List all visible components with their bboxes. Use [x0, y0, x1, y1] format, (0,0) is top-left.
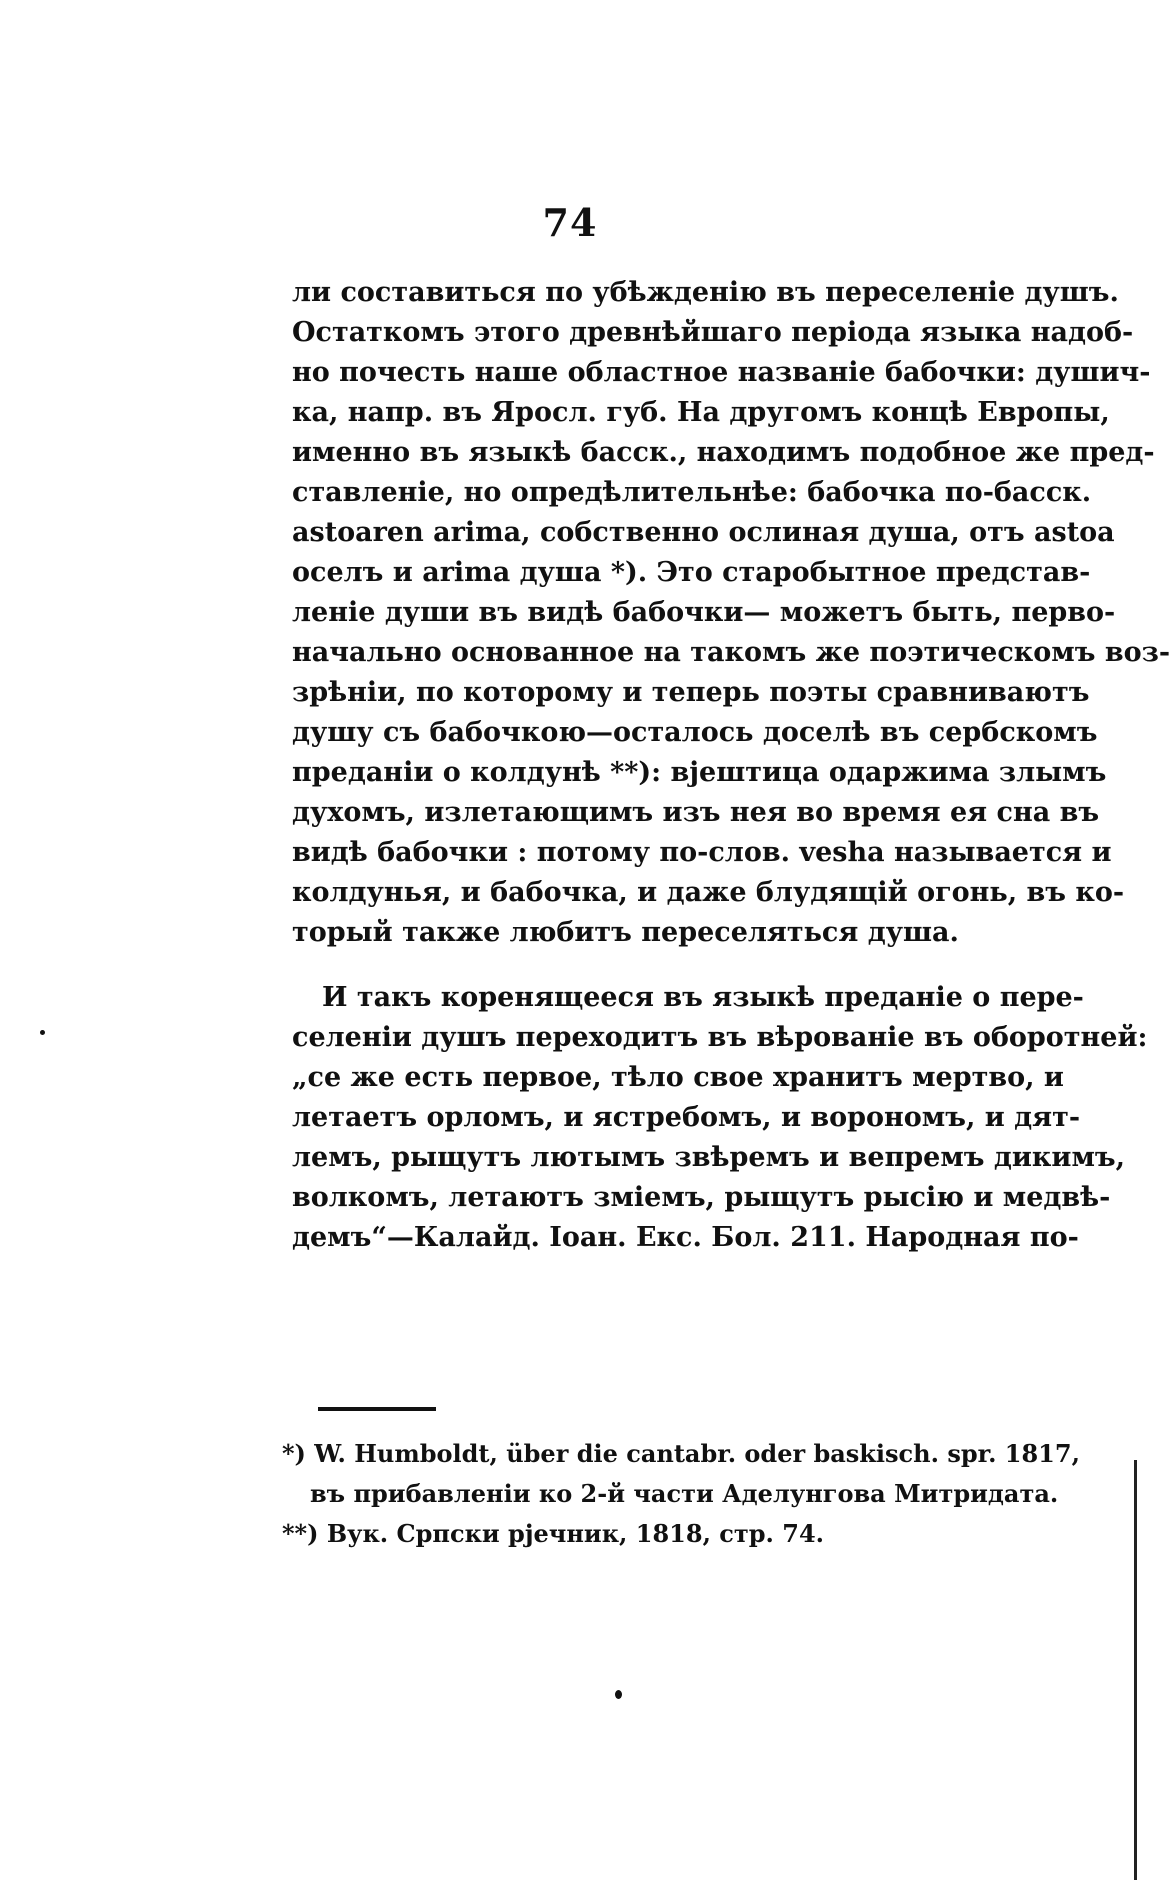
text-line: колдунья, и бабочка, и даже блудящій огонь, въ ко-	[292, 877, 1125, 908]
text-line: душу съ бабочкою—осталось доселѣ въ сербскомъ	[292, 717, 1098, 748]
text-line: лемъ, рыщутъ лютымъ звѣремъ и вепремъ дикимъ,	[292, 1142, 1126, 1173]
text-line: И такъ коренящееся въ языкѣ преданіе о пере-	[322, 982, 1084, 1013]
footnote-divider	[318, 1407, 436, 1411]
text-line: astoaren arima, собственно ослиная душа, отъ astoa	[292, 517, 1115, 548]
footnotes	[282, 1434, 1080, 1554]
text-line: Остаткомъ этого древнѣйшаго періода языка надоб-	[292, 317, 1134, 348]
footnote-1-line-1: *) W. Humboldt, über die cantabr. oder baskisch. spr. 1817,	[282, 1439, 1080, 1468]
paragraph-2	[292, 978, 1148, 1258]
text-line: селеніи душъ переходитъ въ вѣрованіе въ оборотней:	[292, 1022, 1148, 1053]
text-line: „се же есть первое, тѣло свое хранитъ мертво, и	[292, 1062, 1064, 1093]
text-line: ставленіе, но опредѣлительнѣе: бабочка по-басск.	[292, 477, 1092, 508]
text-line: оселъ и arima душа *). Это старобытное представ-	[292, 557, 1091, 588]
text-line: но почесть наше областное названіе бабочки: душич-	[292, 357, 1151, 388]
footnote-1-line-2: въ прибавленіи ко 2-й части Аделунгова Митридата.	[310, 1479, 1059, 1508]
text-line: торый также любитъ переселяться душа.	[292, 917, 959, 948]
text-line: ли составиться по убѣжденію въ переселеніе душъ.	[292, 277, 1119, 308]
text-line: духомъ, излетающимъ изъ нея во время ея сна въ	[292, 797, 1100, 828]
footnote-2: **) Вук. Српски рјечник, 1818, стр. 74.	[282, 1519, 825, 1548]
text-line: леніе души въ видѣ бабочки— можетъ быть, перво-	[292, 597, 1116, 628]
text-line: преданіи о колдунѣ **): вјештица одаржима злымъ	[292, 757, 1107, 788]
ink-speck	[615, 1690, 622, 1699]
text-line: именно въ языкѣ басск., находимъ подобное же пред-	[292, 437, 1155, 468]
text-line: демъ“—Калайд. Іоан. Екс. Бол. 211. Народная по-	[292, 1222, 1079, 1253]
page-number: 74	[542, 200, 598, 245]
text-line: зрѣніи, по которому и теперь поэты сравниваютъ	[292, 677, 1090, 708]
ink-speck	[40, 1030, 45, 1035]
text-line: волкомъ, летаютъ зміемъ, рыщутъ рысію и медвѣ-	[292, 1182, 1111, 1213]
paragraph-1	[292, 273, 1170, 953]
text-line: летаетъ орломъ, и ястребомъ, и ворономъ, и дят-	[292, 1102, 1081, 1133]
text-line: ка, напр. въ Яросл. губ. На другомъ концѣ Европы,	[292, 397, 1110, 428]
text-line: видѣ бабочки : потому по-слов. vesha называется и	[292, 837, 1112, 868]
text-line: начально основанное на такомъ же поэтическомъ воз-	[292, 637, 1170, 668]
scan-edge-line	[1134, 1460, 1137, 1880]
